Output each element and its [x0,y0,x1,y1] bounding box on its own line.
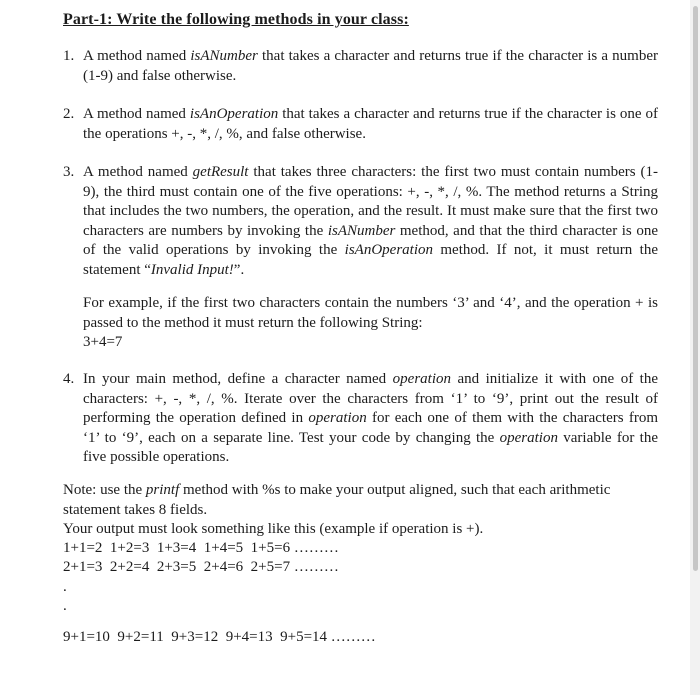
method-name: isANumber [190,48,258,64]
method-name: printf [145,482,180,498]
item-text: A method named isAnOperation that takes a character and returns true if the character is one of the operations +, -, *, /, %, and false otherwise. [83,106,659,142]
variable-name: operation [499,429,558,446]
output-line-2: 2+1=3 2+2=4 2+3=5 2+4=6 2+5=7 ……… [63,559,339,575]
section-title: Part-1: Write the following methods in your class: [63,11,409,28]
example-paragraph [83,294,658,353]
list-item-1 [63,47,658,86]
variable-name: operation [308,410,367,426]
output-line-1: 1+1=2 1+2=3 1+3=4 1+4=5 1+5=6 ……… [63,540,339,556]
variable-name: operation [392,371,451,387]
method-name: isAnOperation [189,106,279,122]
item-text: A method named getResult that takes three characters: the first two must contain numbers (1-9), the third must contain one of the five operations: +, -, *, /, %. The method returns a String that includes the two numbers, the operation, and the result. It must make sure that the first two characters are numbers by invoking the isANumber method, and that the third character is one of the valid operations by invoking the isAnOperation method. If not, it must return the statement “Invalid Input!”. [83,164,658,278]
item-number: 4. [63,371,75,387]
list-item-4 [63,370,658,468]
scrollbar-thumb[interactable] [693,6,698,571]
ellipsis-dot-1: . [63,579,67,595]
vertical-scrollbar[interactable] [690,0,700,695]
note-paragraph [63,481,658,540]
item-text: In your main method, define a character named operation and initialize it with one of the characters: +, -, *, /, %. Iterate over the characters from ‘1’ to ‘9’, print out the result of performing the operation defined in operation for each one of them with the characters from ‘1’ to ‘9’, each on a separate line. Test your code by changing the operation variable for the five possible operations. [83,371,658,465]
item-number: 3. [63,164,75,180]
note-line-2: Your output must look something like this (example if operation is +). [63,521,484,537]
item-number: 1. [63,48,75,64]
method-name: isAnOperation [344,242,433,258]
list-item-3 [63,163,658,280]
list-item-2 [63,105,658,144]
method-name: getResult [192,164,249,180]
method-name: isANumber [327,222,396,239]
note-text: Note: use the printf method with %s to make your output aligned, such that each arithmetic statement takes 8 fields. [63,482,611,518]
ellipsis-dot-2: . [63,598,67,614]
example-text: For example, if the first two characters contain the numbers ‘3’ and ‘4’, and the operation + is passed to the method it must return the following String: [83,295,658,331]
error-string: Invalid Input! [150,261,234,278]
item-text: A method named isANumber that takes a character and returns true if the character is a number (1-9) and false otherwise. [83,48,659,84]
item-number: 2. [63,106,75,122]
example-result: 3+4=7 [83,334,123,350]
output-line-last: 9+1=10 9+2=11 9+3=12 9+4=13 9+5=14 ……… [63,629,376,645]
